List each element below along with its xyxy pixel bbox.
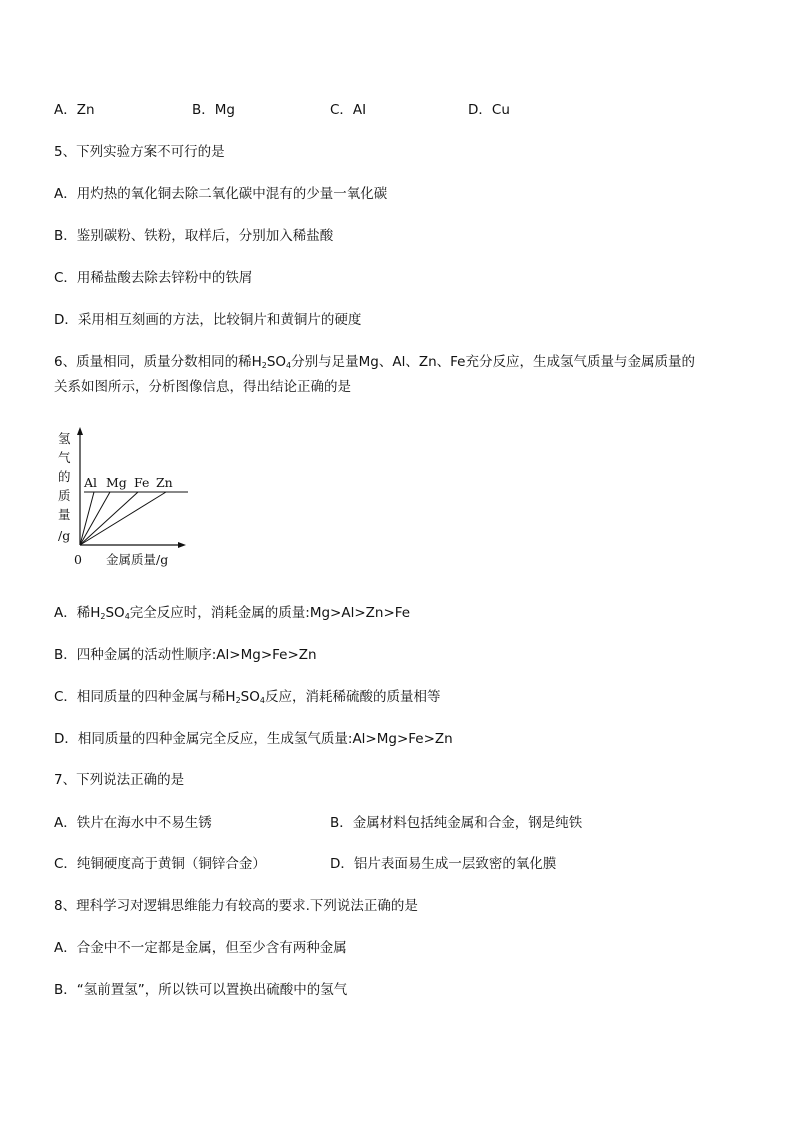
- q5-option-a: A．用灼热的氧化铜去除二氧化碳中混有的少量一氧化碳: [54, 186, 388, 202]
- q5-stem: 5、下列实验方案不可行的是: [54, 144, 225, 160]
- series-line-fe: [80, 492, 138, 545]
- series-label-mg: Mg: [106, 475, 127, 490]
- q6-option-c: C．相同质量的四种金属与稀$H_2SO_4$反应，消耗稀硫酸的质量相等: [54, 689, 441, 705]
- series-line-zn: [80, 492, 166, 545]
- q8-stem: 8、理科学习对逻辑思维能力有较高的要求.下列说法正确的是: [54, 898, 418, 914]
- x-axis-label: 金属质量/g: [106, 552, 169, 567]
- q7-option-a: A．铁片在海水中不易生锈: [54, 815, 212, 831]
- series-label-al: Al: [84, 475, 98, 490]
- origin-label: 0: [74, 552, 82, 567]
- y-label-char: 气: [58, 450, 71, 465]
- q4-option-c: C．AI: [330, 102, 367, 118]
- series-label-fe: Fe: [134, 475, 150, 490]
- q6-option-a: A．稀$H_2SO_4$完全反应时，消耗金属的质量:Mg>Al>Zn>Fe: [54, 605, 411, 621]
- series-label-zn: Zn: [156, 475, 173, 490]
- q6-option-d: D．相同质量的四种金属完全反应，生成氢气质量:Al>Mg>Fe>Zn: [54, 731, 453, 747]
- q4-option-a: A．Zn: [54, 102, 95, 118]
- q4-option-b: B．Mg: [192, 102, 235, 118]
- q6-stem-line2: 关系如图所示，分析图像信息，得出结论正确的是: [54, 379, 351, 395]
- q6-option-b: B．四种金属的活动性顺序:Al>Mg>Fe>Zn: [54, 647, 317, 663]
- q6-stem: 6、质量相同，质量分数相同的稀$H_2SO_4$分别与足量Mg、Al、Zn、Fe充分反应，生成氢气质量与金属质量的: [54, 354, 695, 370]
- y-label-char: 质: [58, 488, 71, 503]
- q6-figure: [54, 425, 194, 570]
- series-line-al: [80, 492, 94, 545]
- q7-stem: 7、下列说法正确的是: [54, 772, 185, 788]
- q5-option-c: C．用稀盐酸去除去锌粉中的铁屑: [54, 270, 253, 286]
- q8-option-b: B．“氢前置氢”，所以铁可以置换出硫酸中的氢气: [54, 982, 348, 998]
- q7-option-c: C．纯铜硬度高于黄铜（铜锌合金）: [54, 856, 266, 872]
- q8-option-a: A．合金中不一定都是金属，但至少含有两种金属: [54, 940, 347, 956]
- y-label-char: /g: [58, 528, 71, 543]
- q7-option-b: B．金属材料包括纯金属和合金，钢是纯铁: [330, 815, 583, 831]
- q7-option-d: D．铝片表面易生成一层致密的氧化膜: [330, 856, 557, 872]
- q5-option-b: B．鉴别碳粉、铁粉，取样后，分别加入稀盐酸: [54, 228, 334, 244]
- y-label-char: 氢: [58, 431, 71, 446]
- y-axis-arrow: [77, 427, 83, 435]
- series-line-mg: [80, 492, 110, 545]
- q5-option-d: D．采用相互刻画的方法，比较铜片和黄铜片的硬度: [54, 312, 362, 328]
- y-label-char: 的: [58, 469, 71, 484]
- q4-option-d: D．Cu: [468, 102, 510, 118]
- x-axis-arrow: [178, 542, 186, 548]
- y-label-char: 量: [58, 507, 71, 522]
